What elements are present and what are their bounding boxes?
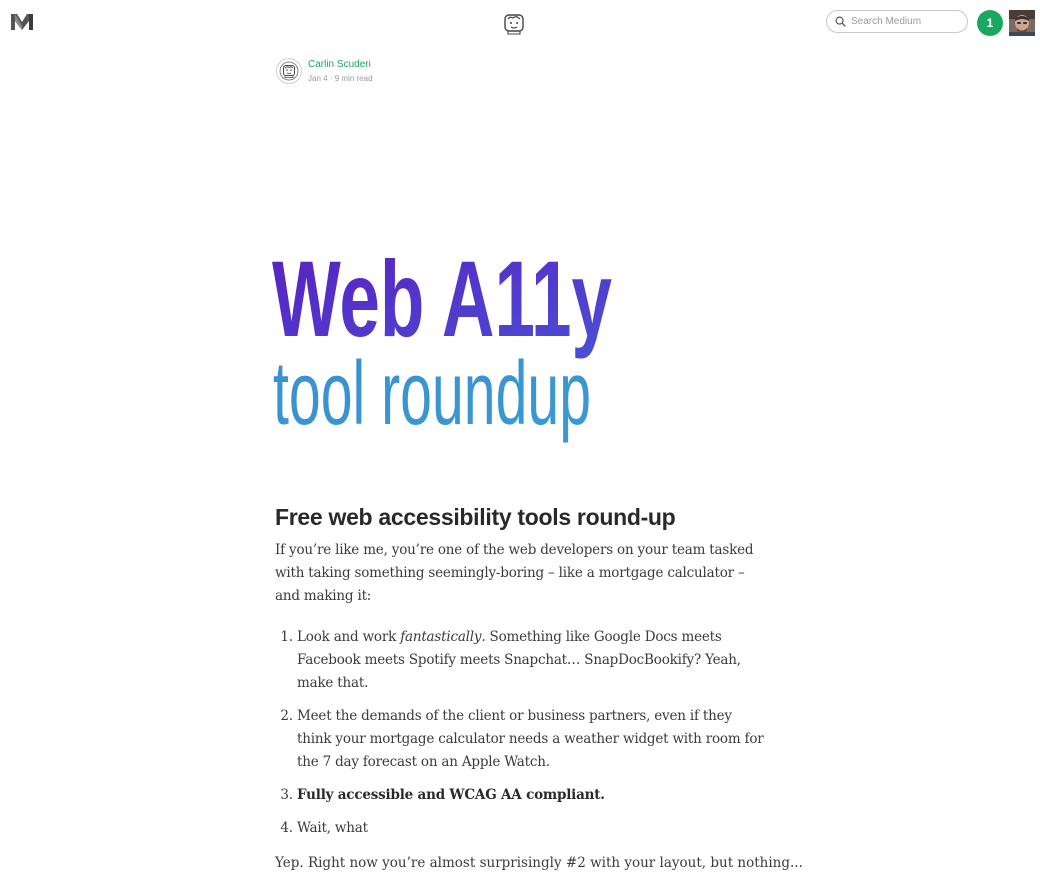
list-item — [297, 626, 770, 695]
hero-title-line2: tool roundup — [273, 344, 591, 444]
list-item — [297, 784, 770, 807]
user-avatar-icon — [1009, 10, 1035, 36]
list-item-bold-text: Fully accessible and WCAG AA compliant. — [297, 787, 605, 803]
article-meta — [308, 74, 373, 83]
author-avatar-icon — [277, 59, 301, 83]
list-item-text: . Something like Google Docs meets Facebook meets Spotify meets Snapchat… SnapDocBookify? Yeah, make that. — [297, 629, 741, 691]
article-intro: If you’re like me, you’re one of the web developers on your team tasked with taking something seemingly-boring – like a mortgage calculator – and making it: — [275, 542, 754, 604]
list-item-text: Look and work — [297, 629, 401, 645]
publish-date: Jan 4 — [308, 74, 328, 83]
medium-logo-icon[interactable] — [10, 12, 34, 32]
user-avatar[interactable] — [1009, 10, 1035, 36]
search-input[interactable] — [851, 16, 961, 27]
hero-image — [272, 232, 772, 447]
list-item-emphasis: fantastically — [400, 629, 482, 645]
search-icon — [835, 16, 846, 27]
top-navigation-bar — [0, 0, 1040, 46]
notification-badge[interactable]: 1 — [977, 10, 1003, 36]
author-name-link[interactable]: Carlin Scuderi — [308, 59, 371, 70]
publication-logo-icon[interactable] — [501, 11, 527, 37]
article-list — [275, 626, 770, 840]
read-time: 9 min read — [334, 74, 373, 83]
list-item-text: Meet the demands of the client or business partners, even if they think your mortgage calculator needs a weather widget with room for the 7 day forecast on an Apple Watch. — [297, 708, 764, 770]
article-paragraph: Yep. Right now you’re almost surprisingly #2 with your layout, but nothing... — [275, 855, 803, 871]
article-body — [275, 502, 803, 875]
list-item — [297, 817, 770, 840]
list-item-text: Wait, what — [297, 820, 368, 836]
hero-title-line1: Web A11y — [272, 238, 612, 359]
meta-separator: · — [329, 74, 333, 83]
article-heading: Free web accessibility tools round-up — [275, 504, 676, 530]
list-item — [297, 705, 770, 774]
author-avatar[interactable] — [276, 58, 302, 84]
search-box[interactable] — [826, 10, 968, 33]
